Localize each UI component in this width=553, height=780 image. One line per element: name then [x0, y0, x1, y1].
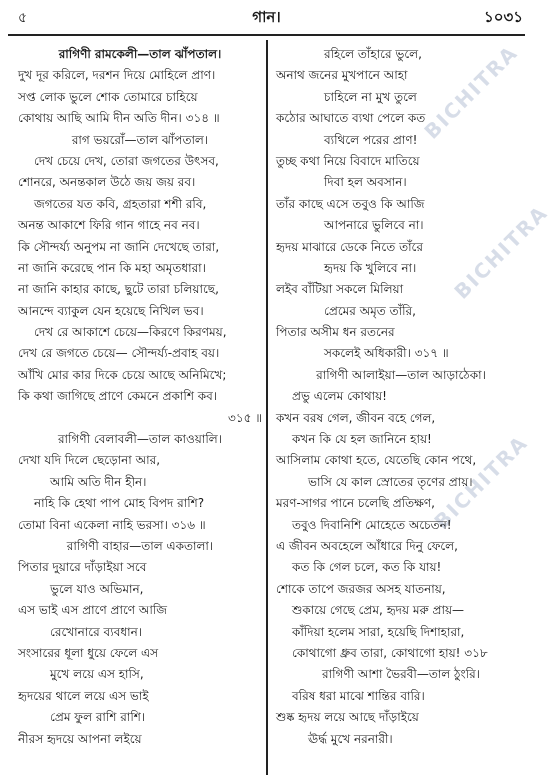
verse-line: হৃদয় মাঝারে ডেকে নিতে তাঁরে	[276, 239, 423, 254]
verse-line: কি কথা জাগিছে প্রাণে কেমনে প্রকাশি কব।	[18, 389, 218, 404]
verse-line: অনন্ত আকাশে ফিরি গান গাহে নব নব।	[18, 218, 200, 233]
verse-line: বরিষ ধরা মাঝে শান্তির বারি।	[292, 688, 425, 703]
page-title: গান।	[252, 8, 281, 26]
verse-line: আসিলাম কোথা হতে, যেতেছি কোন পথে,	[276, 453, 477, 468]
verse-line: প্রভু এলেম কোথায়!	[292, 389, 387, 404]
verse-line: নাহি কি হেথা পাপ মোহ বিপদ রাশি?	[34, 496, 205, 511]
verse-line: তবুও দিবানিশি মোহেতে অচেতন!	[292, 517, 452, 532]
verse-line: মুখে লয়ে এস হাসি,	[50, 667, 144, 682]
song-heading: রাগ ভয়রোঁ—তাল ঝাঁপতাল।	[71, 132, 209, 147]
song-heading: রাগিণী আশা ভৈরবী—তাল ঠুংরি।	[322, 667, 480, 682]
verse-line: না জানি করেছে পান কি মহা অমৃতধারা।	[18, 260, 206, 275]
verse-line: শুষ্ক হৃদয় লয়ে আছে দাঁড়াইয়ে	[276, 710, 419, 725]
watermark-2: BICHITRA	[449, 200, 553, 304]
verse-line: আমি অতি দীন হীন।	[50, 474, 147, 489]
verse-line: হৃদয় কি খুলিবে না।	[324, 260, 417, 275]
verse-line: দিবা হল অবসান।	[324, 175, 407, 190]
header-rule	[8, 34, 525, 36]
left-column	[18, 44, 262, 750]
verse-line: প্রেম ফুল রাশি রাশি।	[50, 710, 146, 725]
song-heading: রাগিণী বেলাবলী—তাল কাওয়ালি।	[57, 432, 223, 447]
verse-line: জগতের যত কবি, গ্রহতারা শশী রবি,	[34, 196, 207, 211]
song-heading: রাগিণী আলাইয়া—তাল আড়াঠেকা।	[316, 367, 486, 382]
verse-line: রহিলে তাঁহারে ভুলে,	[324, 47, 422, 61]
verse-line: অনাথ জনের মুখপানে আহা	[276, 68, 408, 83]
verse-line: লইব বাঁটিয়া সকলে মিলিয়া	[276, 282, 404, 297]
watermark-1: BICHITRA	[419, 40, 523, 144]
verse-line: কঠোর আঘাতে ব্যথা পেলে কত	[276, 111, 426, 126]
page-header	[0, 6, 533, 32]
verse-line: কাঁদিয়া হলেম সারা, হয়েছি দিশাহারা,	[292, 624, 465, 639]
verse-line: ৩১৫ ॥	[228, 410, 262, 425]
verse-line: কখন বরষ গেল, জীবন বহে গেল,	[276, 410, 436, 425]
page-number: ১০৩১	[484, 8, 523, 26]
verse-line: মরণ-সাগর পানে চলেছি প্রতিক্ষণ,	[276, 496, 435, 511]
verse-line: সংসারের ধূলা ধুয়ে ফেলে এস	[18, 645, 159, 660]
verse-line: ব্যথিলে পরের প্রাণ!	[324, 132, 418, 147]
verse-line: পিতার দুয়ারে দাঁড়াইয়া সবে	[18, 560, 147, 575]
verse-line: শোনরে, অনন্তকাল উঠে জয় জয় রব।	[18, 175, 196, 190]
verse-line: কোথায় আছি আমি দীন অতি দীন। ৩১৪ ॥	[18, 111, 220, 126]
verse-line: কোথাগো ধ্রুব তারা, কোথাগো হায়! ৩১৮	[292, 645, 488, 660]
verse-line: শুকায়ে গেছে প্রেম, হৃদয় মরু প্রায়—	[292, 603, 465, 618]
verse-line: তাঁর কাছে এসে তবুও কি আজি	[276, 196, 425, 211]
verse-line: আঁখি মোর কার দিকে চেয়ে আছে অনিমিখে;	[18, 367, 227, 382]
verse-line: পিতার অসীম ধন রতনের	[276, 325, 395, 340]
watermark-3: BICHITRA	[429, 430, 533, 534]
verse-line: আনন্দে ব্যাকুল যেন হয়েছে নিখিল ভব।	[18, 303, 204, 318]
verse-line: দেখ রে জগতে চেয়ে— সৌন্দর্য্য-প্রবাহ বয়।	[18, 346, 220, 361]
verse-line: এ জীবন অবহেলে আঁধারে দিনু ফেলে,	[276, 538, 458, 553]
verse-line: আপনারে ভুলিবে না।	[324, 218, 424, 233]
column-divider	[266, 40, 268, 775]
verse-line: প্রেমের অমৃত তাঁরি,	[324, 303, 416, 318]
verse-line: না জানি কাহার কাছে, ছুটে তারা চলিয়াছে,	[18, 282, 219, 297]
verse-line: কখন কি যে হল জানিনে হায়!	[292, 432, 432, 447]
verse-line: দেখ রে আকাশে চেয়ে—কিরণে কিরণময়,	[34, 325, 227, 340]
verse-line: নীরস হৃদয়ে আপনা লইয়ে	[18, 731, 142, 746]
verse-line: তুচ্ছ কথা নিয়ে বিবাদে মাতিয়ে	[276, 153, 420, 168]
verse-line: দেখ চেয়ে দেখ, তোরা জগতের উৎসব,	[34, 153, 219, 168]
verse-line: হৃদয়ের থালে লয়ে এস ভাই	[18, 688, 149, 703]
verse-line: তোমা বিনা একেলা নাহি ভরসা। ৩১৬ ॥	[18, 517, 206, 532]
signature-mark: ৫	[18, 10, 28, 26]
verse-line: সকলেই অধিকারী। ৩১৭ ॥	[324, 346, 449, 361]
verse-line: শোকে তাপে জরজর অসহ যাতনায়,	[276, 581, 446, 596]
verse-line: দেখা যদি দিলে ছেড়োনা আর,	[18, 453, 161, 468]
song-heading: রাগিণী বাহার—তাল একতালা।	[66, 538, 214, 553]
verse-line: ঊর্দ্ধ মুখে নরনারী।	[308, 731, 393, 746]
verse-line: সপ্ত লোক ভুলে শোক তোমারে চাহিয়ে	[18, 89, 198, 104]
verse-line: ভুলে যাও অভিমান,	[50, 581, 144, 596]
verse-line: চাহিলে না মুখ তুলে	[324, 89, 417, 104]
verse-line: ভাসি যে কাল স্রোতের তৃণের প্রায়।	[308, 474, 473, 489]
verse-line: কত কি গেল চলে, কত কি যায়!	[292, 560, 442, 575]
verse-line: এস ভাই এস প্রাণে প্রাণে আজি	[18, 603, 168, 618]
song-heading: রাগিণী রামকেলী—তাল ঝাঁপতাল।	[58, 47, 222, 61]
verse-line: কি সৌন্দর্য্য অনুপম না জানি দেখেছে তারা,	[18, 239, 220, 254]
right-column	[276, 44, 526, 750]
verse-line: দুখ দূর করিলে, দরশন দিয়ে মোহিলে প্রাণ।	[18, 68, 216, 83]
verse-line: রেখোনারে ব্যবধান।	[50, 624, 143, 639]
